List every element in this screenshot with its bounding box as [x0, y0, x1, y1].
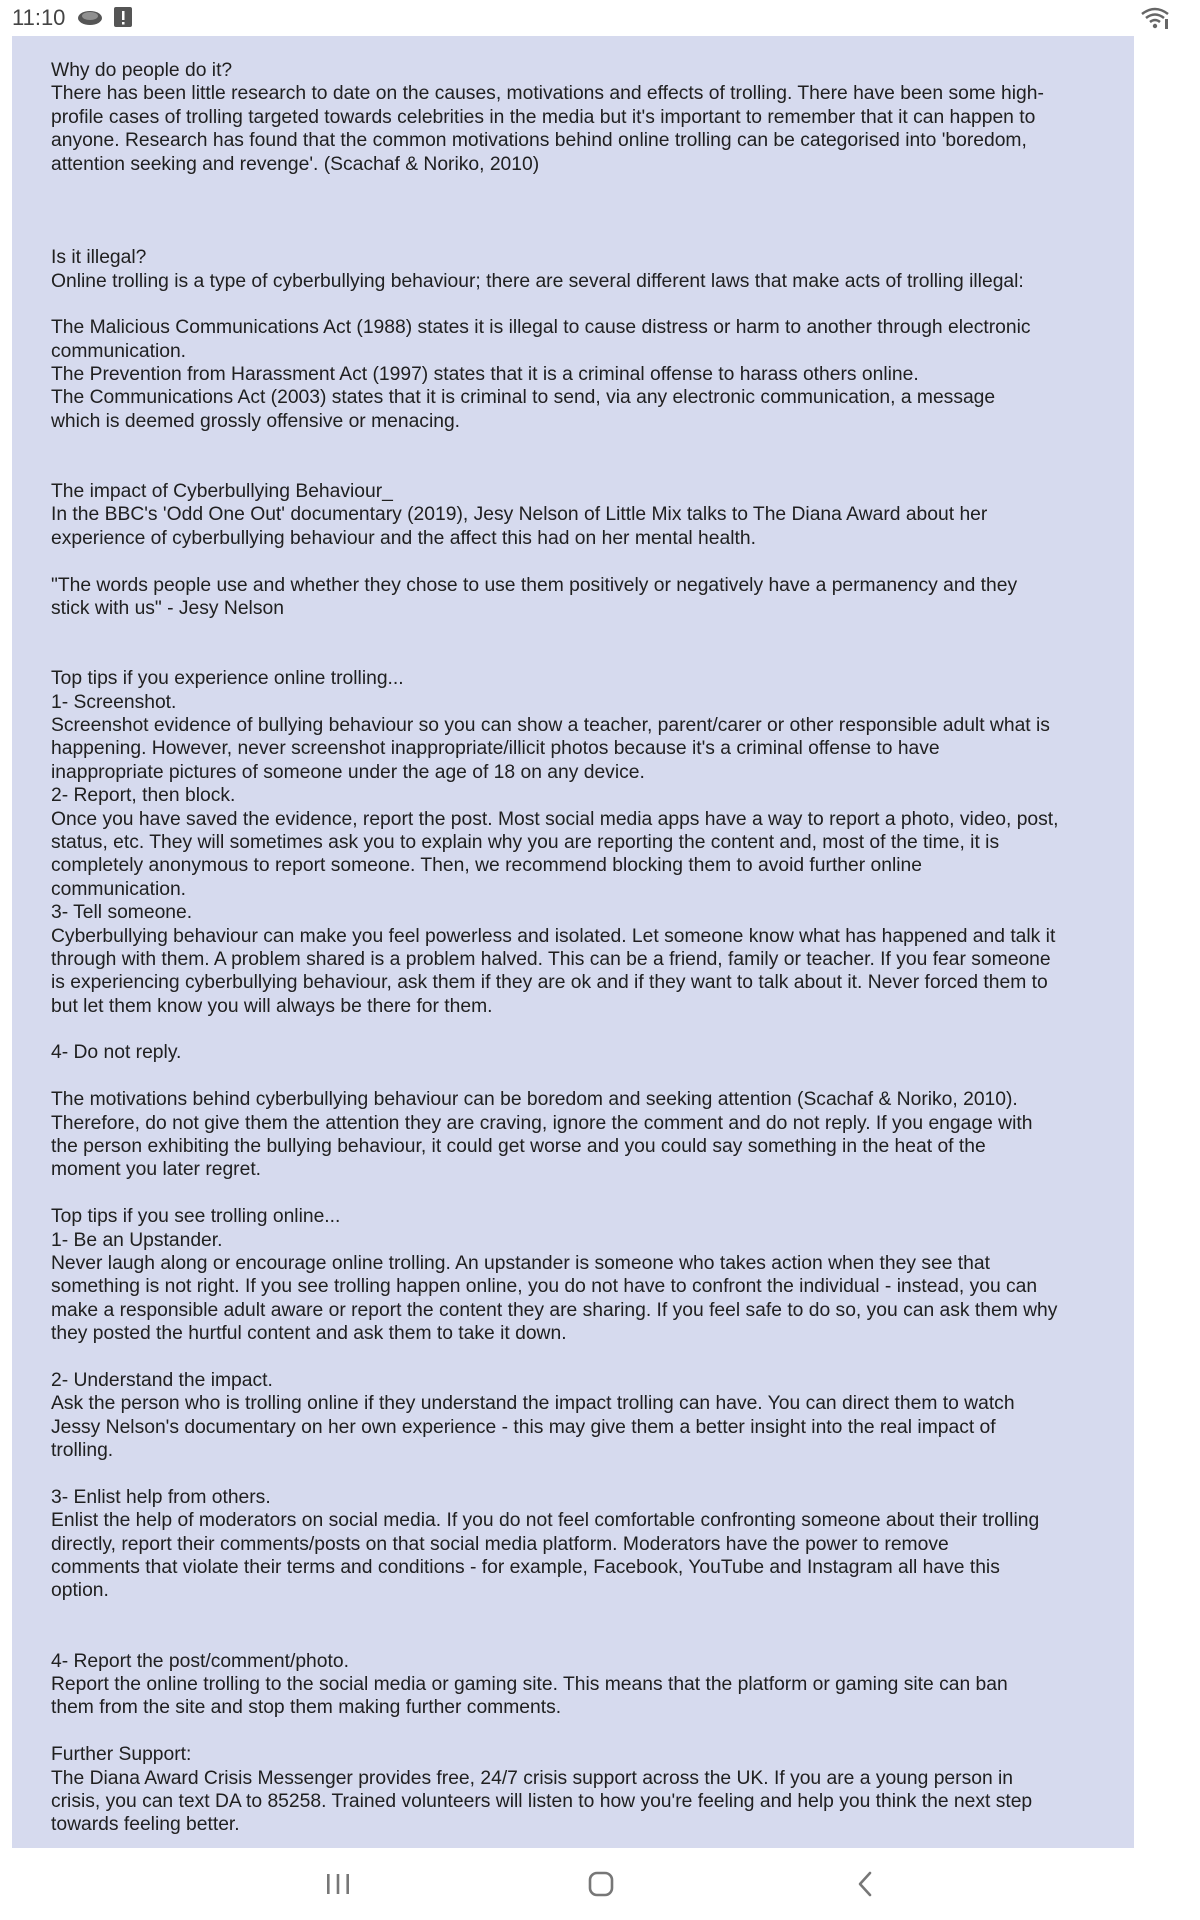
cloud-icon	[76, 6, 104, 33]
tip-line: completely anonymous to report someone. Then, we recommend blocking them to avoid further online	[51, 855, 922, 877]
tip-line: Jessy Nelson's documentary on her own experience - this may give them a better insight into the real impact of	[51, 1416, 996, 1438]
paragraph-line: anyone. Research has found that the common motivations behind online trolling can be categorised into 'boredom,	[51, 130, 1027, 152]
tip-line: them from the site and stop them making further comments.	[51, 1697, 562, 1719]
tip-title: 2- Report, then block.	[51, 785, 236, 807]
paragraph-line: Online trolling is a type of cyberbullying behaviour; there are several different laws that make acts of trolling illegal:	[51, 270, 1024, 292]
status-bar	[0, 0, 1200, 36]
paragraph-line: towards feeling better.	[51, 1814, 240, 1836]
tip-title: 3- Tell someone.	[51, 902, 193, 924]
tip-line: Report the online trolling to the social media or gaming site. This means that the platform or gaming site can ban	[51, 1674, 1008, 1696]
section-heading-impact: The impact of Cyberbullying Behaviour_	[51, 481, 393, 503]
paragraph-line: crisis, you can text DA to 85258. Trained volunteers will listen to how you're feeling and help you think the next step	[51, 1790, 1033, 1812]
section-heading-why: Why do people do it?	[51, 60, 233, 81]
content-panel[interactable]	[12, 36, 1134, 1848]
tip-line: the person exhibiting the bullying behaviour, it could get worse and you could say something in the heat of the	[51, 1136, 986, 1158]
wifi-icon	[1140, 6, 1170, 35]
section-heading-illegal: Is it illegal?	[51, 247, 147, 269]
section-heading-support: Further Support:	[51, 1744, 192, 1766]
tip-line: trolling.	[51, 1440, 114, 1462]
tip-title: 3- Enlist help from others.	[51, 1486, 271, 1508]
law-line: communication.	[51, 340, 187, 362]
tip-line: Cyberbullying behaviour can make you feel powerless and isolated. Let someone know what has happened and talk it	[51, 925, 1056, 947]
home-icon[interactable]	[571, 1862, 631, 1906]
tip-line: make a responsible adult aware or report the content they are sharing. If you feel safe to do so, you can ask them why	[51, 1299, 1058, 1321]
tip-line: but let them know you will always be there for them.	[51, 995, 493, 1017]
tip-line: Screenshot evidence of bullying behaviour so you can show a teacher, parent/carer or other responsible adult what is	[51, 714, 1050, 736]
tip-title: 1- Screenshot.	[51, 691, 177, 713]
quote-line: stick with us" - Jesy Nelson	[51, 598, 284, 620]
tip-line: inappropriate pictures of someone under the age of 18 on any device.	[51, 761, 645, 783]
tip-line: they posted the hurtful content and ask them to take it down.	[51, 1323, 567, 1345]
article-body	[51, 59, 1111, 1837]
tip-line: The motivations behind cyberbullying behaviour can be boredom and seeking attention (Scachaf & Noriko, 2010).	[51, 1089, 1018, 1111]
alert-icon	[113, 6, 133, 33]
tip-line: Once you have saved the evidence, report the post. Most social media apps have a way to report a photo, video, post,	[51, 808, 1059, 830]
back-icon[interactable]	[835, 1862, 895, 1906]
tip-line: option.	[51, 1580, 109, 1602]
section-heading-experience: Top tips if you experience online trolling...	[51, 668, 404, 690]
tip-title: 4- Report the post/comment/photo.	[51, 1650, 349, 1672]
law-line: The Malicious Communications Act (1988) states it is illegal to cause distress or harm to another through electronic	[51, 317, 1031, 339]
tip-line: communication.	[51, 878, 187, 900]
tip-title: 1- Be an Upstander.	[51, 1229, 223, 1251]
law-line: The Prevention from Harassment Act (1997) states that it is a criminal offense to harass others online.	[51, 364, 919, 386]
recent-apps-icon[interactable]	[308, 1862, 368, 1906]
tip-line: moment you later regret.	[51, 1159, 262, 1181]
tip-line: Enlist the help of moderators on social media. If you do not feel comfortable confronting someone about their trolling	[51, 1510, 1040, 1532]
tip-line: through with them. A problem shared is a problem halved. This can be a friend, family or teacher. If you fear someone	[51, 948, 1051, 970]
law-line: which is deemed grossly offensive or menacing.	[51, 410, 461, 432]
law-line: The Communications Act (2003) states that it is criminal to send, via any electronic communication, a message	[51, 387, 996, 409]
tip-line: Ask the person who is trolling online if they understand the impact trolling can have. You can direct them to watch	[51, 1393, 1015, 1415]
tip-line: happening. However, never screenshot inappropriate/illicit photos because it's a criminal offense to have	[51, 738, 940, 760]
tip-line: directly, report their comments/posts on that social media platform. Moderators have the power to remove	[51, 1533, 949, 1555]
tip-line: Therefore, do not give them the attention they are craving, ignore the comment and do not reply. If you engage with	[51, 1112, 1033, 1134]
paragraph-line: There has been little research to date on the causes, motivations and effects of trolling. There have been some high-	[51, 83, 1044, 105]
quote-line: "The words people use and whether they chose to use them positively or negatively have a permanency and they	[51, 574, 1018, 596]
paragraph-line: In the BBC's 'Odd One Out' documentary (2019), Jesy Nelson of Little Mix talks to The Diana Award about her	[51, 504, 988, 526]
tip-line: is experiencing cyberbullying behaviour, ask them if they are ok and if they want to talk about it. Never forced them to	[51, 972, 1048, 994]
paragraph-line: The Diana Award Crisis Messenger provides free, 24/7 crisis support across the UK. If you are a young person in	[51, 1767, 1014, 1789]
section-heading-see: Top tips if you see trolling online...	[51, 1206, 341, 1228]
paragraph-line: attention seeking and revenge'. (Scachaf & Noriko, 2010)	[51, 153, 540, 175]
paragraph-line: profile cases of trolling targeted towards celebrities in the media but it's important to remember that it can happen to	[51, 106, 1036, 128]
status-time: 11:10	[12, 5, 66, 30]
tip-title: 4- Do not reply.	[51, 1042, 182, 1064]
navigation-bar	[0, 1848, 1200, 1920]
paragraph-line: experience of cyberbullying behaviour and the affect this had on her mental health.	[51, 527, 756, 549]
tip-title: 2- Understand the impact.	[51, 1369, 273, 1391]
tip-line: Never laugh along or encourage online trolling. An upstander is someone who takes action when they see that	[51, 1252, 990, 1274]
right-margin	[1134, 36, 1200, 1848]
tip-line: status, etc. They will sometimes ask you to explain why you are reporting the content and, most of the time, it is	[51, 831, 1000, 853]
tip-line: comments that violate their terms and conditions - for example, Facebook, YouTube and Instagram all have this	[51, 1557, 1000, 1579]
tip-line: something is not right. If you see trolling happen online, you do not have to confront the individual - instead, you can	[51, 1276, 1038, 1298]
